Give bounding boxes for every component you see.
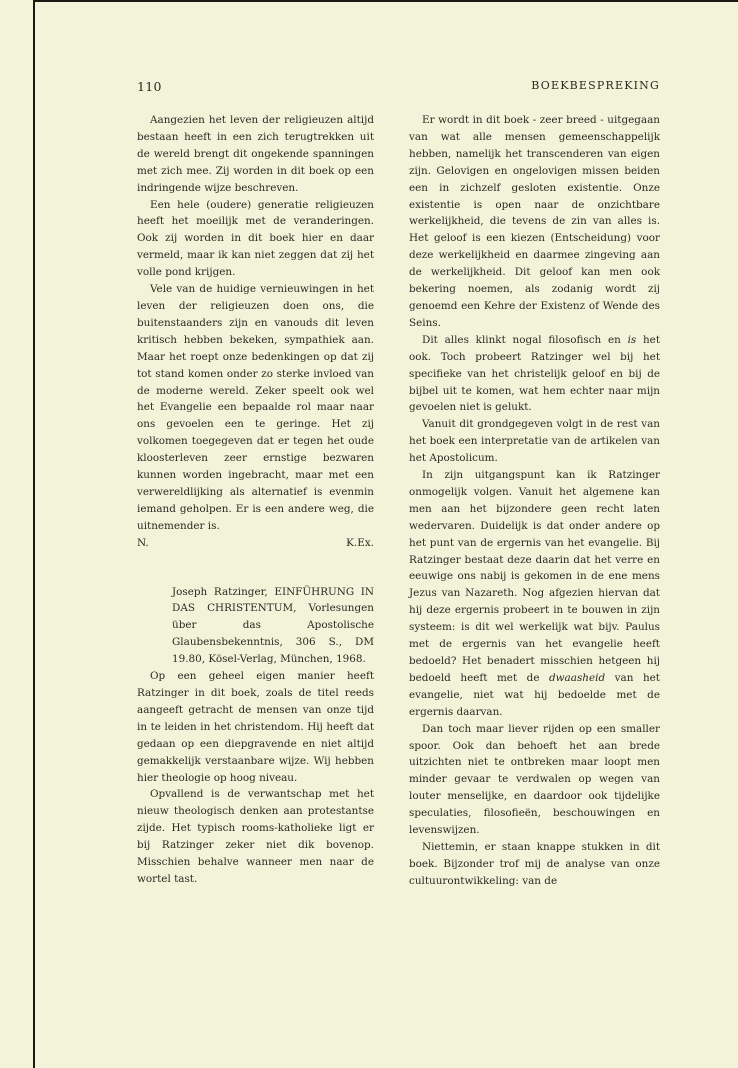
running-head: BOEKBESPREKING [531, 79, 660, 92]
paragraph: Op een geheel eigen manier heeft Ratzinger in dit boek, zoals de titel reeds aangeeft getracht de mensen van onze tijd in te leiden in het christendom. Hij heeft dat gedaan op een diepgravende en niet altijd gemakkelijk verstaanbare wijze. Wij hebben hier theologie op hoog niveau. [137, 670, 374, 784]
italic-text: is [627, 333, 637, 346]
text-run: Dit alles klinkt nogal filosofisch en [422, 333, 628, 346]
paragraph: Vanuit dit grondgegeven volgt in de rest van het boek een interpretatie van de artikelen van het Apostolicum. [409, 418, 660, 465]
paragraph [409, 332, 660, 417]
page-header [137, 79, 660, 93]
review-signoff [137, 535, 374, 552]
text-run: van het evangelie, niet wat hij bedoelde met de ergernis daarvan. [409, 671, 660, 718]
signoff-author: K.Ex. [346, 536, 374, 549]
paragraph: Opvallend is de verwantschap met het nieuw theologisch denken aan protestantse zijde. Het typisch rooms-katholieke ligt er bij Ratzinger zeker niet dik bovenop. Misschien behalve wanneer men naar de wortel tast. [137, 788, 374, 885]
scan-border-left [33, 0, 35, 1068]
italic-text: dwaasheid [549, 671, 606, 684]
paragraph: Dan toch maar liever rijden op een smaller spoor. Ook dan behoeft het aan brede uitzichten niet te ontbreken maar loopt men minder gevaar te verdwalen op wegen van louter menselijke, en daardoor ook tijdelijke speculaties, filosofieën, beschouwingen en levenswijzen. [409, 722, 660, 837]
paragraph: Een hele (oudere) generatie religieuzen heeft het moeilijk met de veranderingen. Ook zij worden in dit boek hier en daar vermeld, maar ik kan niet zeggen dat zij het volle pond krijgen. [137, 198, 374, 279]
paragraph [409, 467, 660, 721]
scan-border-top [33, 0, 738, 2]
page-number: 110 [137, 79, 162, 94]
paragraph: Er wordt in dit boek - zeer breed - uitgegaan van wat alle mensen gemeenschappelijk hebben, namelijk het transcenderen van eigen zijn. Gelovigen en ongelovigen missen beiden een in zichzelf gesloten existentie. Onze existentie is open naar de onzichtbare werkelijkheid, die tevens de zin van alles is. Het geloof is een kiezen (Entscheidung) voor deze werkelijkheid en daarmee zingeving aan de werkelijkheid. Dit geloof kan men ook bekering noemen, als zodanig wordt zij genoemd een Kehre der Existenz of Wende des Seins. [409, 114, 660, 329]
left-column [137, 112, 374, 888]
paragraph: Aangezien het leven der religieuzen altijd bestaan heeft in een zich terugtrekken uit de wereld brengt dit ongekende spanningen met zich mee. Zij worden in dit boek op een indringende wijze beschreven. [137, 114, 374, 194]
signoff-initial: N. [137, 536, 149, 549]
citation-text: Joseph Ratzinger, EINFÜHRUNG IN DAS CHRISTENTUM, Vorlesungen über das Apostolische Glaubensbekenntnis, 306 S., DM 19.80, Kösel-Verlag, München, 1968. [172, 585, 374, 666]
paragraph: Vele van de huidige vernieuwingen in het leven der religieuzen doen ons, die buitenstaanders zijn en vanouds dit leven kritisch hebben bekeken, sympathiek aan. Maar het roept onze bedenkingen op dat zij tot stand komen onder zo sterke invloed van de moderne wereld. Zeker speelt ook wel het Evangelie een bepaalde rol maar naar ons gevoelen een te geringe. Het zij volkomen toegegeven dat er tegen het oude kloosterleven zeer ernstige bezwaren kunnen worden ingebracht, maar met een verwereldlijking als alternatief is evenmin iemand geholpen. Er is een andere weg, die uitnemender is. [137, 283, 374, 532]
text-run: In zijn uitgangspunt kan ik Ratzinger onmogelijk volgen. Vanuit het algemene kan men aan het bijzondere geen recht laten wedervaren. Duidelijk is dat onder andere op het punt van de ergernis van het evangelie. Bij Ratzinger bestaat deze daarin dat het verre en eeuwige ons nabij is gekomen in de ene mens Jezus van Nazareth. Nog afgezien hiervan dat hij deze ergernis probeert in te bouwen in zijn systeem: is dit wel werkelijk wat bijv. Paulus met de ergernis van het evangelie heeft bedoeld? Het benadert misschien hetgeen hij bedoeld heeft met de [409, 469, 660, 684]
book-citation [172, 584, 374, 669]
right-column [409, 112, 660, 890]
paragraph: Niettemin, er staan knappe stukken in dit boek. Bijzonder trof mij de analyse van onze cultuurontwikkeling: van de [409, 840, 660, 887]
text-run: het ook. Toch probeert Ratzinger wel bij het specifieke van het christelijk geloof en bij de bijbel uit te komen, wat hem echter naar mijn gevoelen niet is gelukt. [409, 333, 660, 414]
